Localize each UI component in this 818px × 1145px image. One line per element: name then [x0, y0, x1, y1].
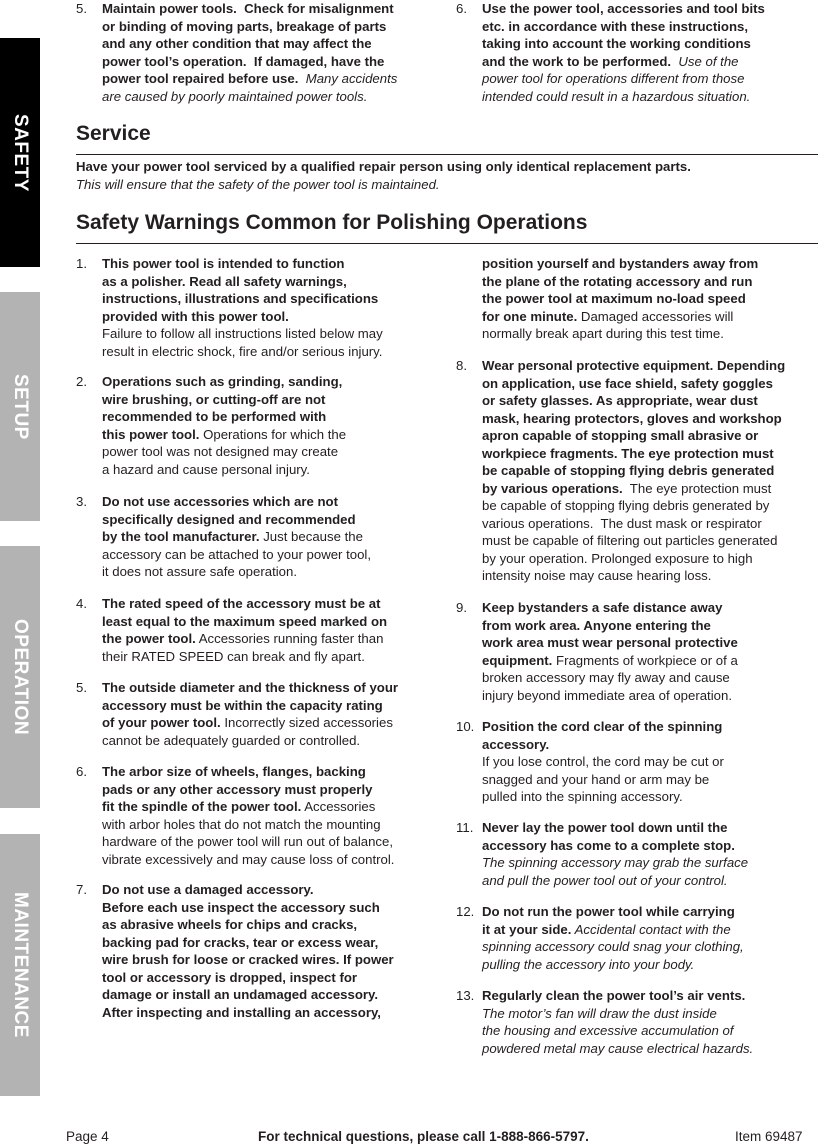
text-run: Fragments of workpiece or of a: [552, 652, 738, 668]
text-run: least equal to the maximum speed marked on: [102, 613, 388, 629]
text-run: are caused by poorly maintained power tools.: [102, 88, 368, 104]
text-run: it at your side.: [482, 921, 572, 937]
text-run: Operations for which the: [199, 426, 347, 442]
text-line: [102, 343, 383, 361]
text-line: [482, 938, 744, 956]
text-line: [102, 934, 394, 952]
text-line: [482, 617, 738, 635]
text-line: [482, 255, 758, 273]
tab-safety: SAFETY: [0, 38, 40, 267]
list-body: [482, 987, 753, 1057]
list-number: 12.: [456, 904, 475, 919]
text-run: Maintain power tools. Check for misalignment: [102, 1, 394, 16]
text-line: [76, 158, 691, 176]
text-run: Do not use accessories which are not: [102, 494, 338, 509]
item-number: Item 69487: [735, 1129, 803, 1144]
text-run: The eye protection must: [622, 480, 772, 496]
text-run: Do not use a damaged accessory.: [102, 882, 314, 897]
text-run: Wear personal protective equipment. Depending: [482, 358, 786, 373]
page-number: Page 4: [66, 1129, 109, 1144]
text-line: [102, 426, 346, 444]
text-line: [482, 819, 748, 837]
text-run: This power tool is intended to function: [102, 256, 345, 271]
text-run: pulling the accessory into your body.: [482, 956, 695, 972]
text-line: [102, 595, 387, 613]
text-line: [102, 88, 397, 106]
text-run: fit the spindle of the power tool.: [102, 799, 302, 814]
text-line: [482, 427, 785, 445]
list-body: [482, 357, 785, 585]
text-run: provided with this power tool.: [102, 308, 289, 324]
text-line: [482, 921, 744, 939]
text-run: broken accessory may fly away and cause: [482, 670, 730, 685]
text-run: Use the power tool, accessories and tool bits: [482, 1, 765, 16]
text-run: The rated speed of the accessory must be at: [102, 596, 381, 611]
text-run: accessory has come to a complete stop.: [482, 837, 735, 853]
text-line: [482, 736, 724, 754]
text-line: [102, 951, 394, 969]
text-line: [482, 308, 758, 326]
text-line: [482, 550, 785, 568]
section-heading-polishing: Safety Warnings Common for Polishing Operations: [76, 211, 588, 234]
text-line: [102, 648, 387, 666]
text-run: work area must wear personal protective: [482, 635, 738, 650]
text-line: [102, 881, 394, 899]
text-line: [102, 0, 397, 18]
text-line: [482, 70, 765, 88]
list-number: 13.: [456, 988, 475, 1003]
text-run: If you lose control, the cord may be cut or: [482, 754, 724, 769]
text-run: must be capable of filtering out particles generated: [482, 533, 778, 548]
text-line: [482, 445, 785, 463]
list-number: 9.: [456, 600, 467, 615]
text-run: power tool for operations different from those: [482, 71, 745, 86]
text-run: on application, use face shield, safety goggles: [482, 375, 773, 391]
text-run: or binding of moving parts, breakage of parts: [102, 18, 387, 34]
list-number: 5.: [76, 1, 87, 16]
text-run: Just because the: [259, 529, 363, 544]
text-line: [102, 290, 383, 308]
text-run: This will ensure that the safety of the power tool is maintained.: [76, 176, 440, 192]
text-line: [102, 391, 346, 409]
list-number: 2.: [76, 374, 87, 389]
text-line: [102, 613, 387, 631]
text-run: as a polisher. Read all safety warnings,: [102, 273, 347, 289]
text-line: [482, 687, 738, 705]
text-line: [102, 308, 383, 326]
list-number: 6.: [76, 764, 87, 779]
text-run: mask, hearing protectors, gloves and workshop: [482, 410, 782, 426]
list-body: [102, 763, 394, 868]
list-body: [102, 881, 394, 1021]
text-line: [482, 987, 753, 1005]
text-line: [482, 392, 785, 410]
list-body: [102, 255, 383, 360]
text-line: [482, 480, 785, 498]
text-line: [102, 35, 397, 53]
text-line: [102, 546, 371, 564]
text-run: be capable of stopping flying debris generated by: [482, 498, 770, 513]
text-run: or safety glasses. As appropriate, wear dust: [482, 393, 758, 408]
text-line: [482, 497, 785, 515]
text-run: the plane of the rotating accessory and run: [482, 273, 753, 289]
text-run: the power tool.: [102, 631, 196, 646]
text-run: Position the cord clear of the spinning: [482, 719, 723, 734]
list-body: [102, 595, 387, 665]
text-line: [102, 714, 398, 732]
text-run: as abrasive wheels for chips and cracks,: [102, 917, 358, 932]
text-run: backing pad for cracks, tear or excess wear,: [102, 934, 379, 950]
text-line: [102, 493, 371, 511]
text-line: [482, 903, 744, 921]
text-line: [482, 1005, 753, 1023]
text-run: Incorrectly sized accessories: [220, 715, 393, 730]
text-run: vibrate excessively and may cause loss of control.: [102, 851, 395, 867]
list-body: [102, 0, 397, 105]
text-run: The arbor size of wheels, flanges, backing: [102, 764, 366, 779]
text-line: [102, 969, 394, 987]
text-line: [482, 956, 744, 974]
text-run: Do not run the power tool while carrying: [482, 904, 735, 919]
text-line: [102, 630, 387, 648]
text-run: it does not assure safe operation.: [102, 564, 298, 579]
text-line: [482, 88, 765, 106]
text-line: [482, 18, 765, 36]
text-line: [482, 1040, 753, 1058]
text-run: Keep bystanders a safe distance away: [482, 600, 723, 615]
section-heading-service: Service: [76, 122, 151, 145]
list-body: [482, 718, 724, 806]
list-number: 8.: [456, 358, 467, 373]
text-line: [102, 679, 398, 697]
text-run: Accidental contact with the: [571, 921, 731, 937]
text-run: Operations such as grinding, sanding,: [102, 374, 343, 389]
text-line: [102, 408, 346, 426]
text-run: instructions, illustrations and specifications: [102, 291, 379, 306]
text-run: by the tool manufacturer.: [102, 529, 260, 544]
text-run: recommended to be performed with: [102, 409, 327, 424]
text-line: [482, 567, 785, 585]
list-number: 6.: [456, 1, 467, 16]
text-run: intensity noise may cause hearing loss.: [482, 568, 712, 583]
text-line: [482, 532, 785, 550]
text-run: Use of the: [671, 53, 739, 69]
text-run: apron capable of stopping small abrasive or: [482, 428, 759, 443]
text-run: etc. in accordance with these instructions,: [482, 18, 749, 34]
text-run: power tool repaired before use.: [102, 71, 299, 86]
text-line: [76, 176, 691, 194]
text-line: [482, 515, 785, 533]
text-run: Accessories running faster than: [195, 631, 384, 646]
list-body: [482, 0, 765, 105]
text-line: [102, 461, 346, 479]
text-line: [482, 634, 738, 652]
text-run: tool or accessory is dropped, inspect for: [102, 969, 358, 985]
text-line: [482, 410, 785, 428]
text-run: Before each use inspect the accessory such: [102, 899, 380, 915]
text-line: [102, 511, 371, 529]
text-line: [102, 255, 383, 273]
list-item-continuation: [482, 255, 758, 343]
text-run: After inspecting and installing an accessory,: [102, 1004, 381, 1020]
text-line: [102, 563, 371, 581]
text-run: The outside diameter and the thickness of your: [102, 680, 399, 695]
text-line: [482, 53, 765, 71]
text-run: Many accidents: [298, 71, 398, 86]
text-run: the power tool at maximum no-load speed: [482, 291, 746, 306]
text-line: [482, 837, 748, 855]
text-run: and any other condition that may affect the: [102, 36, 372, 51]
tab-setup: SETUP: [0, 292, 40, 521]
text-run: from work area. Anyone entering the: [482, 617, 711, 633]
text-run: hardware of the power tool will run out of balance,: [102, 834, 394, 849]
text-line: [482, 599, 738, 617]
text-line: [102, 70, 397, 88]
text-line: [482, 1022, 753, 1040]
text-line: [482, 375, 785, 393]
text-line: [102, 763, 394, 781]
list-body: [102, 373, 346, 478]
list-number: 3.: [76, 494, 87, 509]
text-line: [102, 528, 371, 546]
section-divider: [76, 154, 818, 155]
list-number: 5.: [76, 680, 87, 695]
text-run: power tool was not designed may create: [102, 444, 339, 459]
text-run: various operations. The dust mask or respirator: [482, 515, 762, 531]
list-number: 1.: [76, 256, 87, 271]
text-line: [102, 53, 397, 71]
text-run: accessory.: [482, 736, 550, 752]
text-line: [482, 753, 724, 771]
text-run: be capable of stopping flying debris generated: [482, 463, 775, 478]
list-number: 11.: [456, 820, 474, 835]
text-line: [102, 18, 397, 36]
text-line: [482, 788, 724, 806]
text-run: The spinning accessory may grab the surface: [482, 855, 749, 870]
text-run: and the work to be performed.: [482, 53, 672, 69]
text-line: [482, 325, 758, 343]
text-run: accessory can be attached to your power tool,: [102, 546, 372, 562]
text-line: [102, 781, 394, 799]
tab-operation: OPERATION: [0, 546, 40, 808]
list-body: [102, 493, 371, 581]
text-run: by your operation. Prolonged exposure to high: [482, 550, 753, 566]
text-line: [102, 732, 398, 750]
text-line: [482, 357, 785, 375]
text-run: position yourself and bystanders away from: [482, 256, 759, 271]
text-run: wire brushing, or cutting-off are not: [102, 391, 326, 407]
text-run: spinning accessory could snag your clothing,: [482, 939, 744, 954]
text-run: their RATED SPEED can break and fly apart.: [102, 648, 365, 664]
text-run: taking into account the working conditions: [482, 36, 751, 51]
text-run: equipment.: [482, 652, 553, 668]
text-line: [482, 771, 724, 789]
text-line: [482, 652, 738, 670]
text-run: the housing and excessive accumulation of: [482, 1023, 734, 1038]
text-run: specifically designed and recommended: [102, 511, 356, 527]
text-run: wire brush for loose or cracked wires. If power: [102, 952, 394, 967]
text-run: Regularly clean the power tool’s air vents.: [482, 988, 746, 1003]
text-run: with arbor holes that do not match the mounting: [102, 816, 381, 832]
text-run: pulled into the spinning accessory.: [482, 789, 683, 804]
text-run: of your power tool.: [102, 715, 221, 730]
text-run: injury beyond immediate area of operation.: [482, 687, 732, 703]
text-run: Have your power tool serviced by a qualified repair person using only identical replacement parts.: [76, 159, 691, 174]
text-line: [102, 373, 346, 391]
text-line: [102, 816, 394, 834]
service-text: [76, 158, 691, 193]
text-line: [102, 833, 394, 851]
text-run: Accessories: [301, 799, 376, 814]
text-line: [482, 0, 765, 18]
text-line: [482, 718, 724, 736]
list-body: [102, 679, 398, 749]
text-line: [102, 986, 394, 1004]
list-number: 4.: [76, 596, 87, 611]
list-number: 10.: [456, 719, 475, 734]
text-line: [102, 798, 394, 816]
text-run: cannot be adequately guarded or controlled.: [102, 732, 361, 748]
text-line: [482, 669, 738, 687]
text-run: this power tool.: [102, 426, 200, 442]
text-run: Never lay the power tool down until the: [482, 820, 728, 835]
text-line: [482, 462, 785, 480]
text-run: accessory must be within the capacity rating: [102, 697, 383, 713]
tech-support-line: For technical questions, please call 1-888-866-5797.: [258, 1129, 589, 1144]
text-line: [482, 854, 748, 872]
list-number: 7.: [76, 882, 87, 897]
text-run: and pull the power tool out of your control.: [482, 872, 728, 888]
text-run: workpiece fragments. The eye protection must: [482, 445, 774, 461]
text-run: Failure to follow all instructions listed below may: [102, 326, 383, 341]
text-run: damage or install an undamaged accessory.: [102, 987, 379, 1002]
text-run: powdered metal may cause electrical hazards.: [482, 1040, 754, 1056]
text-line: [482, 273, 758, 291]
text-line: [102, 697, 398, 715]
text-run: intended could result in a hazardous situation.: [482, 88, 751, 104]
text-line: [102, 851, 394, 869]
text-run: result in electric shock, fire and/or serious injury.: [102, 343, 383, 359]
text-line: [482, 872, 748, 890]
text-line: [102, 443, 346, 461]
list-body: [482, 903, 744, 973]
text-run: normally break apart during this test time.: [482, 326, 724, 341]
text-run: by various operations.: [482, 480, 623, 496]
text-line: [102, 325, 383, 343]
text-line: [102, 273, 383, 291]
list-body: [482, 599, 738, 704]
text-line: [102, 899, 394, 917]
list-body: [482, 819, 748, 889]
text-line: [482, 290, 758, 308]
text-run: pads or any other accessory must properly: [102, 781, 373, 797]
text-line: [102, 916, 394, 934]
text-run: snagged and your hand or arm may be: [482, 771, 710, 787]
text-run: a hazard and cause personal injury.: [102, 461, 310, 477]
text-run: Damaged accessories will: [577, 308, 734, 324]
text-run: The motor’s fan will draw the dust inside: [482, 1005, 717, 1021]
text-line: [482, 35, 765, 53]
text-run: power tool’s operation. If damaged, have the: [102, 53, 385, 69]
text-run: for one minute.: [482, 308, 578, 324]
section-divider: [76, 243, 818, 244]
tab-maintenance: MAINTENANCE: [0, 834, 40, 1096]
text-line: [102, 1004, 394, 1022]
